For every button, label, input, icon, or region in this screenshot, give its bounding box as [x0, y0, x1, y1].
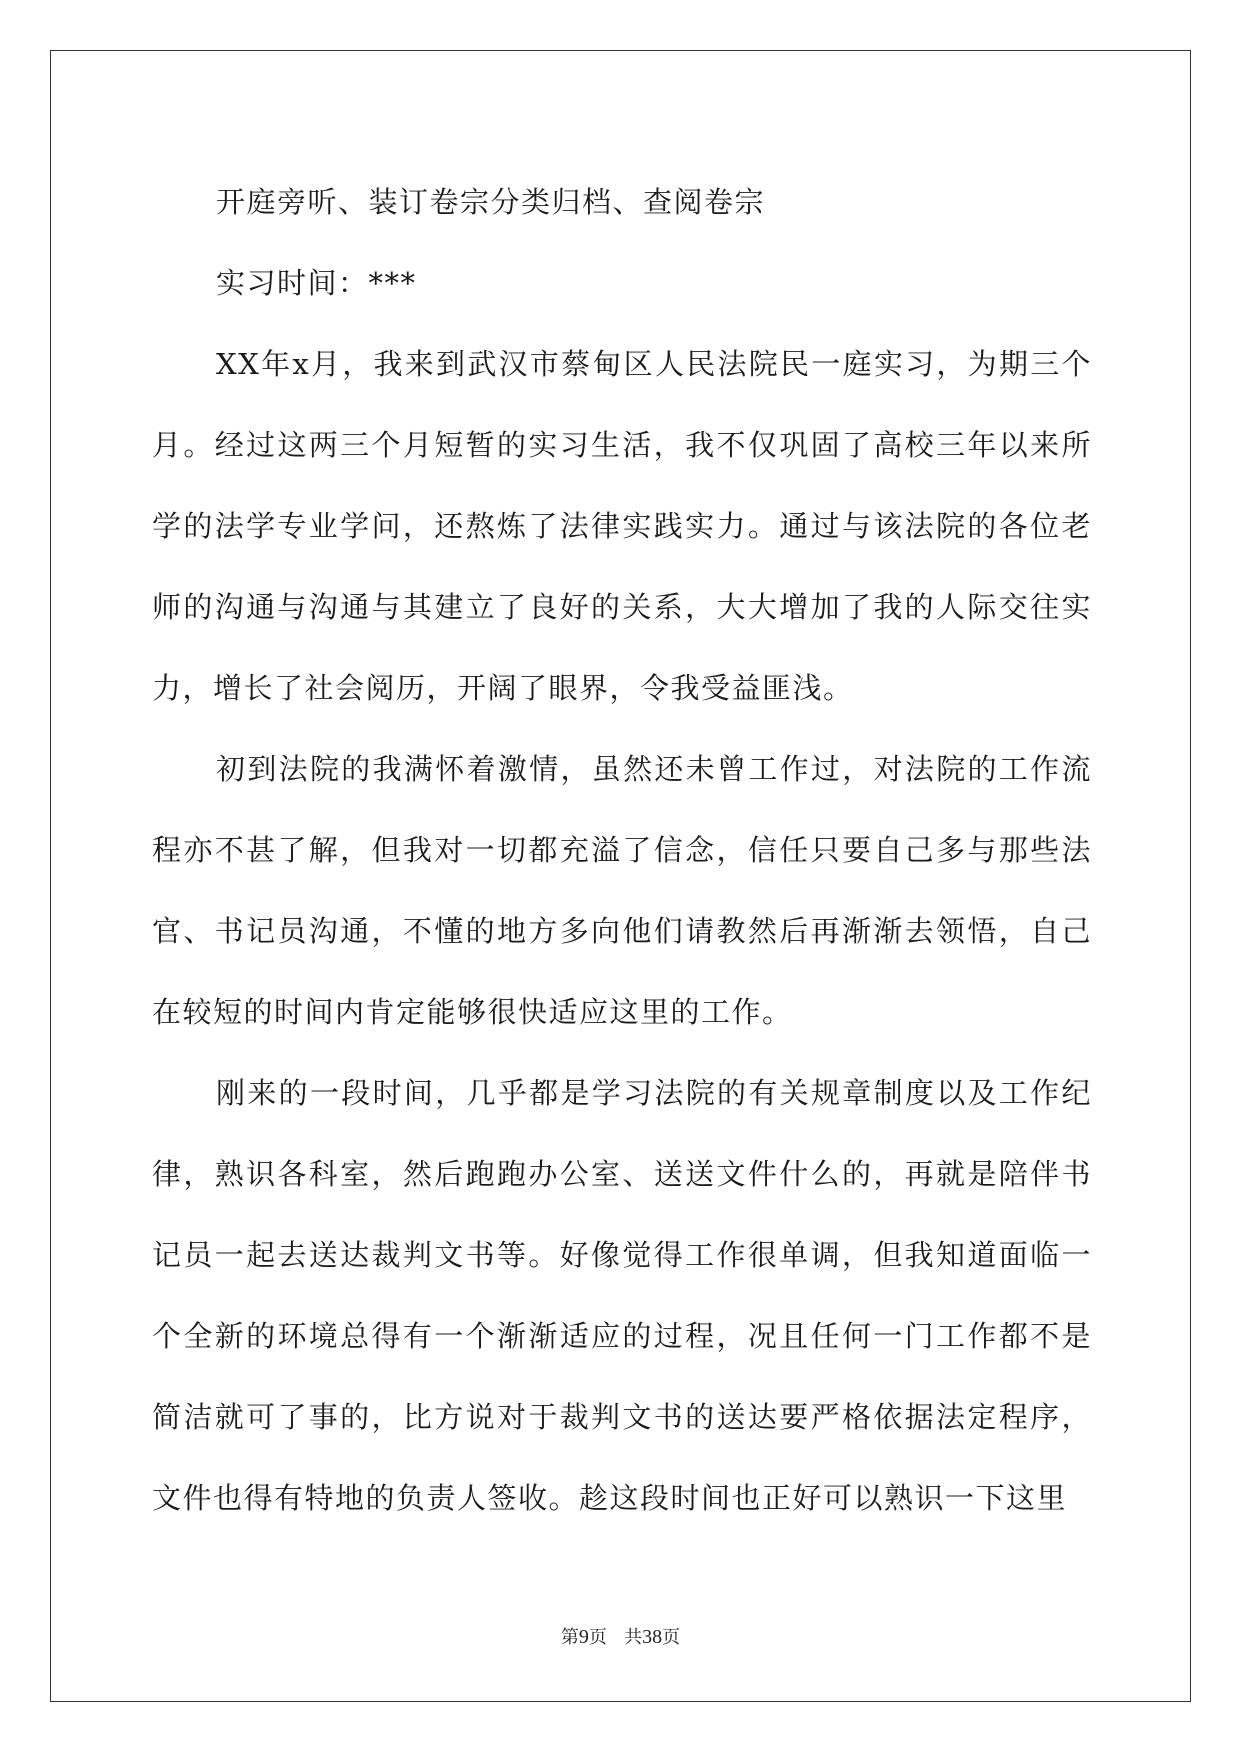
paragraph-activities: 开庭旁听、装订卷宗分类归档、查阅卷宗 [216, 185, 766, 219]
page-footer [0, 1623, 1241, 1649]
page-suffix: 页 [588, 1627, 607, 1648]
document-body [152, 162, 1092, 1539]
page-number: 9 [578, 1626, 589, 1648]
paragraph-internship-time: 实习时间：*** [216, 266, 417, 300]
page-prefix: 第 [560, 1627, 579, 1648]
total-prefix: 共 [624, 1627, 643, 1648]
paragraph-early-work: 刚来的一段时间，几乎都是学习法院的有关规章制度以及工作纪律，熟识各科室，然后跑跑办公室、送送文件什么的，再就是陪伴书记员一起去送达裁判文书等。好像觉得工作很单调，但我知道面临一个全新的环境总得有一个渐渐适应的过程，况且任何一门工作都不是简洁就可了事的，比方说对于裁判文书的送达要严格依据法定程序，文件也得有特地的负责人签收。趁这段时间也正好可以熟识一下这里 [152, 1076, 1092, 1515]
paragraph-first-impression: 初到法院的我满怀着激情，虽然还未曾工作过，对法院的工作流程亦不甚了解，但我对一切都充溢了信念，信任只要自己多与那些法官、书记员沟通，不懂的地方多向他们请教然后再渐渐去领悟，自己在较短的时间内肯定能够很快适应这里的工作。 [152, 752, 1092, 1029]
total-suffix: 页 [662, 1627, 681, 1648]
paragraph-intro: XX年x月，我来到武汉市蔡甸区人民法院民一庭实习，为期三个月。经过这两三个月短暂的实习生活，我不仅巩固了高校三年以来所学的法学专业学问，还熬炼了法律实践实力。通过与该法院的各位老师的沟通与沟通与其建立了良好的关系，大大增加了我的人际交往实力，增长了社会阅历，开阔了眼界，令我受益匪浅。 [152, 347, 1092, 705]
total-pages: 38 [642, 1626, 663, 1648]
